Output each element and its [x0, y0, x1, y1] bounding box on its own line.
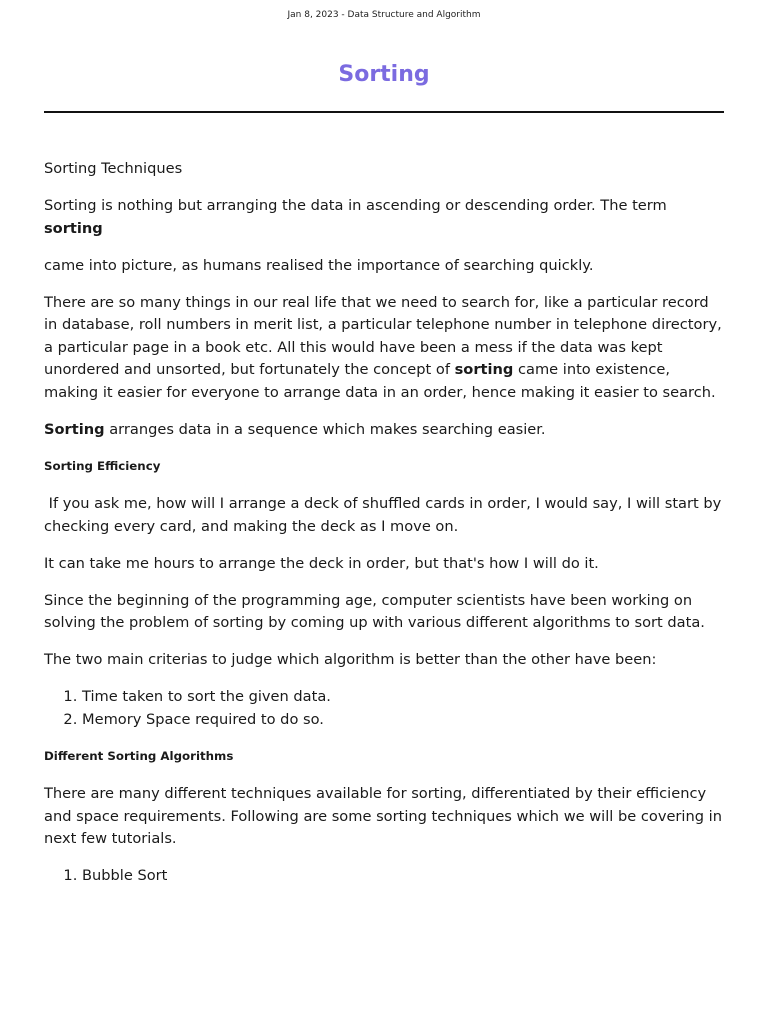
paragraph-text: arranges data in a sequence which makes searching easier.	[104, 420, 546, 438]
criteria-list	[44, 686, 726, 731]
title-divider	[44, 111, 724, 113]
list-item: 1. Time taken to sort the given data.	[82, 686, 726, 709]
paragraph-cards: If you ask me, how will I arrange a deck of shuffled cards in order, I would say, I will start by checking every card, and making the deck as I move on.	[44, 495, 722, 535]
list-item: 2. Memory Space required to do so.	[82, 709, 726, 732]
paragraph-text: Sorting is nothing but arranging the data in ascending or descending order. The term	[44, 197, 667, 214]
paragraph-techniques: There are many different techniques available for sorting, differentiated by their efficiency and space requirements. Following are some sorting techniques which we will be covering in next few tutorials.	[44, 785, 722, 847]
paragraph-summary	[44, 419, 726, 442]
list-item: 1. Bubble Sort	[82, 865, 726, 888]
paragraph-origin: came into picture, as humans realised the importance of searching quickly.	[44, 256, 594, 274]
paragraph-hours: It can take me hours to arrange the deck in order, but that's how I will do it.	[44, 554, 599, 572]
algorithms-list	[44, 865, 726, 888]
page-header-date: Jan 8, 2023 - Data Structure and Algorithm	[287, 10, 481, 20]
paragraph-text: came into existence, making it easier for everyone to arrange data in an order, hence making it easier to search.	[44, 361, 716, 401]
page-title: Sorting	[338, 62, 430, 87]
bold-term: sorting	[454, 361, 514, 378]
paragraph-text: There are so many things in our real life that we need to search for, like a particular record in database, roll numbers in merit list, a particular telephone number in telephone directory, a particular page in a book etc. All this would have been a mess if the data was kept unordered and unsorted, but fortunately the concept of	[44, 293, 722, 378]
section-heading-algorithms: Different Sorting Algorithms	[44, 749, 234, 763]
bold-term: sorting	[44, 219, 103, 237]
bold-term: Sorting	[44, 420, 105, 438]
paragraph-history: Since the beginning of the programming age, computer scientists have been working on solving the problem of sorting by coming up with various different algorithms to sort data.	[44, 591, 705, 631]
intro-heading: Sorting Techniques	[44, 160, 183, 177]
paragraph-real-life	[44, 292, 726, 405]
article-body	[44, 158, 726, 902]
paragraph-criteria-intro: The two main criterias to judge which algorithm is better than the other have been:	[44, 651, 657, 668]
paragraph-definition	[44, 195, 726, 240]
section-heading-efficiency: Sorting Efficiency	[44, 459, 161, 473]
